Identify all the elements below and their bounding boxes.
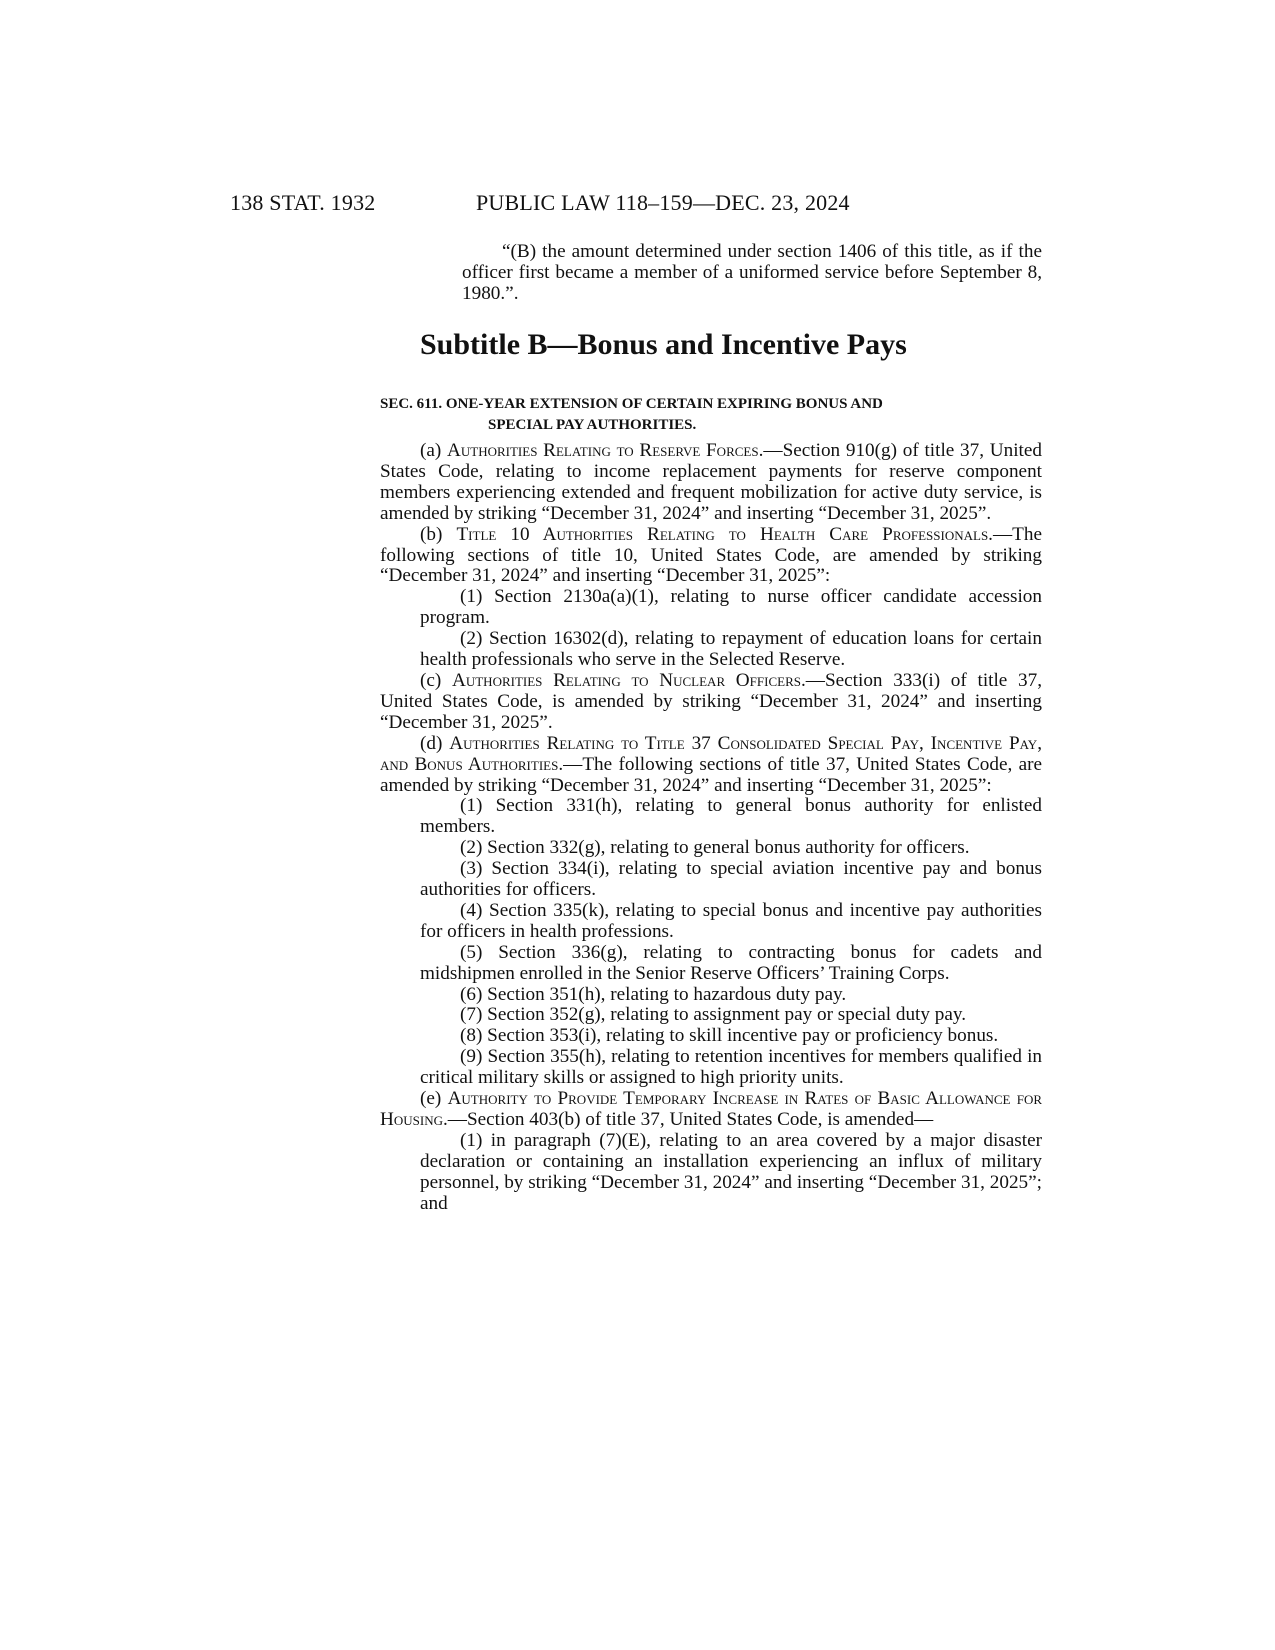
subsection-a-caption: Authorities Relating to Reserve Forces. — [447, 440, 764, 461]
subsection-d — [380, 734, 1042, 797]
subsection-d-text: —The following sections of title 37, United States Code, are amended by striking “December 31, 2024” and inserting “December 31, 2025”: — [380, 753, 1042, 796]
subsection-d-item: (6) Section 351(h), relating to hazardous duty pay. — [460, 983, 847, 1005]
intro-continuation — [462, 242, 1042, 305]
subsection-d-item: (5) Section 336(g), relating to contracting bonus for cadets and midshipmen enrolled in the Senior Reserve Officers’ Training Corps. — [420, 941, 1042, 984]
subsection-a — [380, 441, 1042, 525]
subsection-d-caption: Authorities Relating to Title 37 Consolidated Special Pay, Incentive Pay, and Bonus Authorities. — [380, 732, 1042, 775]
subtitle-heading: Subtitle B—Bonus and Incentive Pays — [420, 328, 907, 361]
subsection-e-caption: Authority to Provide Temporary Increase in Rates of Basic Allowance for Housing. — [380, 1088, 1043, 1130]
subsection-b-item: (1) Section 2130a(a)(1), relating to nurse officer candidate accession program. — [420, 586, 1042, 629]
subsection-d-item: (1) Section 331(h), relating to general bonus authority for enlisted members. — [420, 795, 1042, 838]
subsection-d-item: (3) Section 334(i), relating to special aviation incentive pay and bonus authorities for officers. — [420, 858, 1042, 901]
subsection-d-item: (8) Section 353(i), relating to skill incentive pay or proficiency bonus. — [460, 1025, 999, 1047]
subsection-c — [380, 671, 1042, 734]
intro-paragraph: “(B) the amount determined under section 1406 of this title, as if the officer first became a member of a uniformed service before September 8, 1980.”. — [462, 241, 1042, 304]
page-stat-citation: 138 STAT. 1932 — [230, 190, 376, 215]
subsection-d-item: (2) Section 332(g), relating to general bonus authority for officers. — [460, 837, 970, 859]
subsection-c-label: (c) — [420, 669, 452, 691]
subsection-a-text: —Section 910(g) of title 37, United States Code, relating to income replacement payments for reserve component members experiencing extended and frequent mobilization for active duty service, is amended by striking “December 31, 2024” and inserting “December 31, 2025”. — [380, 440, 1042, 524]
subsection-b-text: —The following sections of title 10, United States Code, are amended by striking “December 31, 2024” and inserting “December 31, 2025”: — [380, 523, 1043, 587]
subsection-b — [380, 525, 1042, 588]
subsection-d-item: (4) Section 335(k), relating to special bonus and incentive pay authorities for officers in health professions. — [420, 899, 1042, 942]
subsection-e-item: (1) in paragraph (7)(E), relating to an area covered by a major disaster declaration or containing an installation experiencing an influx of military personnel, by striking “December 31, 2024” and inserting “December 31, 2025”; and — [420, 1129, 1042, 1214]
subsection-b-label: (b) — [420, 523, 457, 545]
subsection-c-caption: Authorities Relating to Nuclear Officers. — [452, 669, 806, 691]
subsection-d-label: (d) — [420, 732, 450, 754]
subsection-b-item: (2) Section 16302(d), relating to repayment of education loans for certain health professionals who serve in the Selected Reserve. — [420, 628, 1042, 671]
subsection-d-item: (7) Section 352(g), relating to assignment pay or special duty pay. — [460, 1004, 967, 1026]
subsection-d-item: (9) Section 355(h), relating to retention incentives for members qualified in critical military skills or assigned to high priority units. — [420, 1046, 1042, 1089]
subsection-b-caption: Title 10 Authorities Relating to Health Care Professionals. — [456, 523, 993, 545]
running-header: PUBLIC LAW 118–159—DEC. 23, 2024 — [476, 190, 850, 215]
section-heading-line-1: SEC. 611. ONE-YEAR EXTENSION OF CERTAIN EXPIRING BONUS AND — [380, 396, 883, 412]
subsection-e — [380, 1089, 1042, 1131]
subsection-a-label: (a) — [420, 440, 448, 461]
subsection-c-text: —Section 333(i) of title 37, United States Code, is amended by striking “December 31, 2024” and inserting “December 31, 2025”. — [380, 669, 1043, 733]
section-body — [380, 441, 1042, 1215]
section-heading — [380, 394, 1040, 436]
subsection-e-text: —Section 403(b) of title 37, United States Code, is amended— — [447, 1109, 934, 1130]
section-heading-line-2: SPECIAL PAY AUTHORITIES. — [488, 417, 697, 433]
subsection-e-label: (e) — [420, 1088, 448, 1110]
